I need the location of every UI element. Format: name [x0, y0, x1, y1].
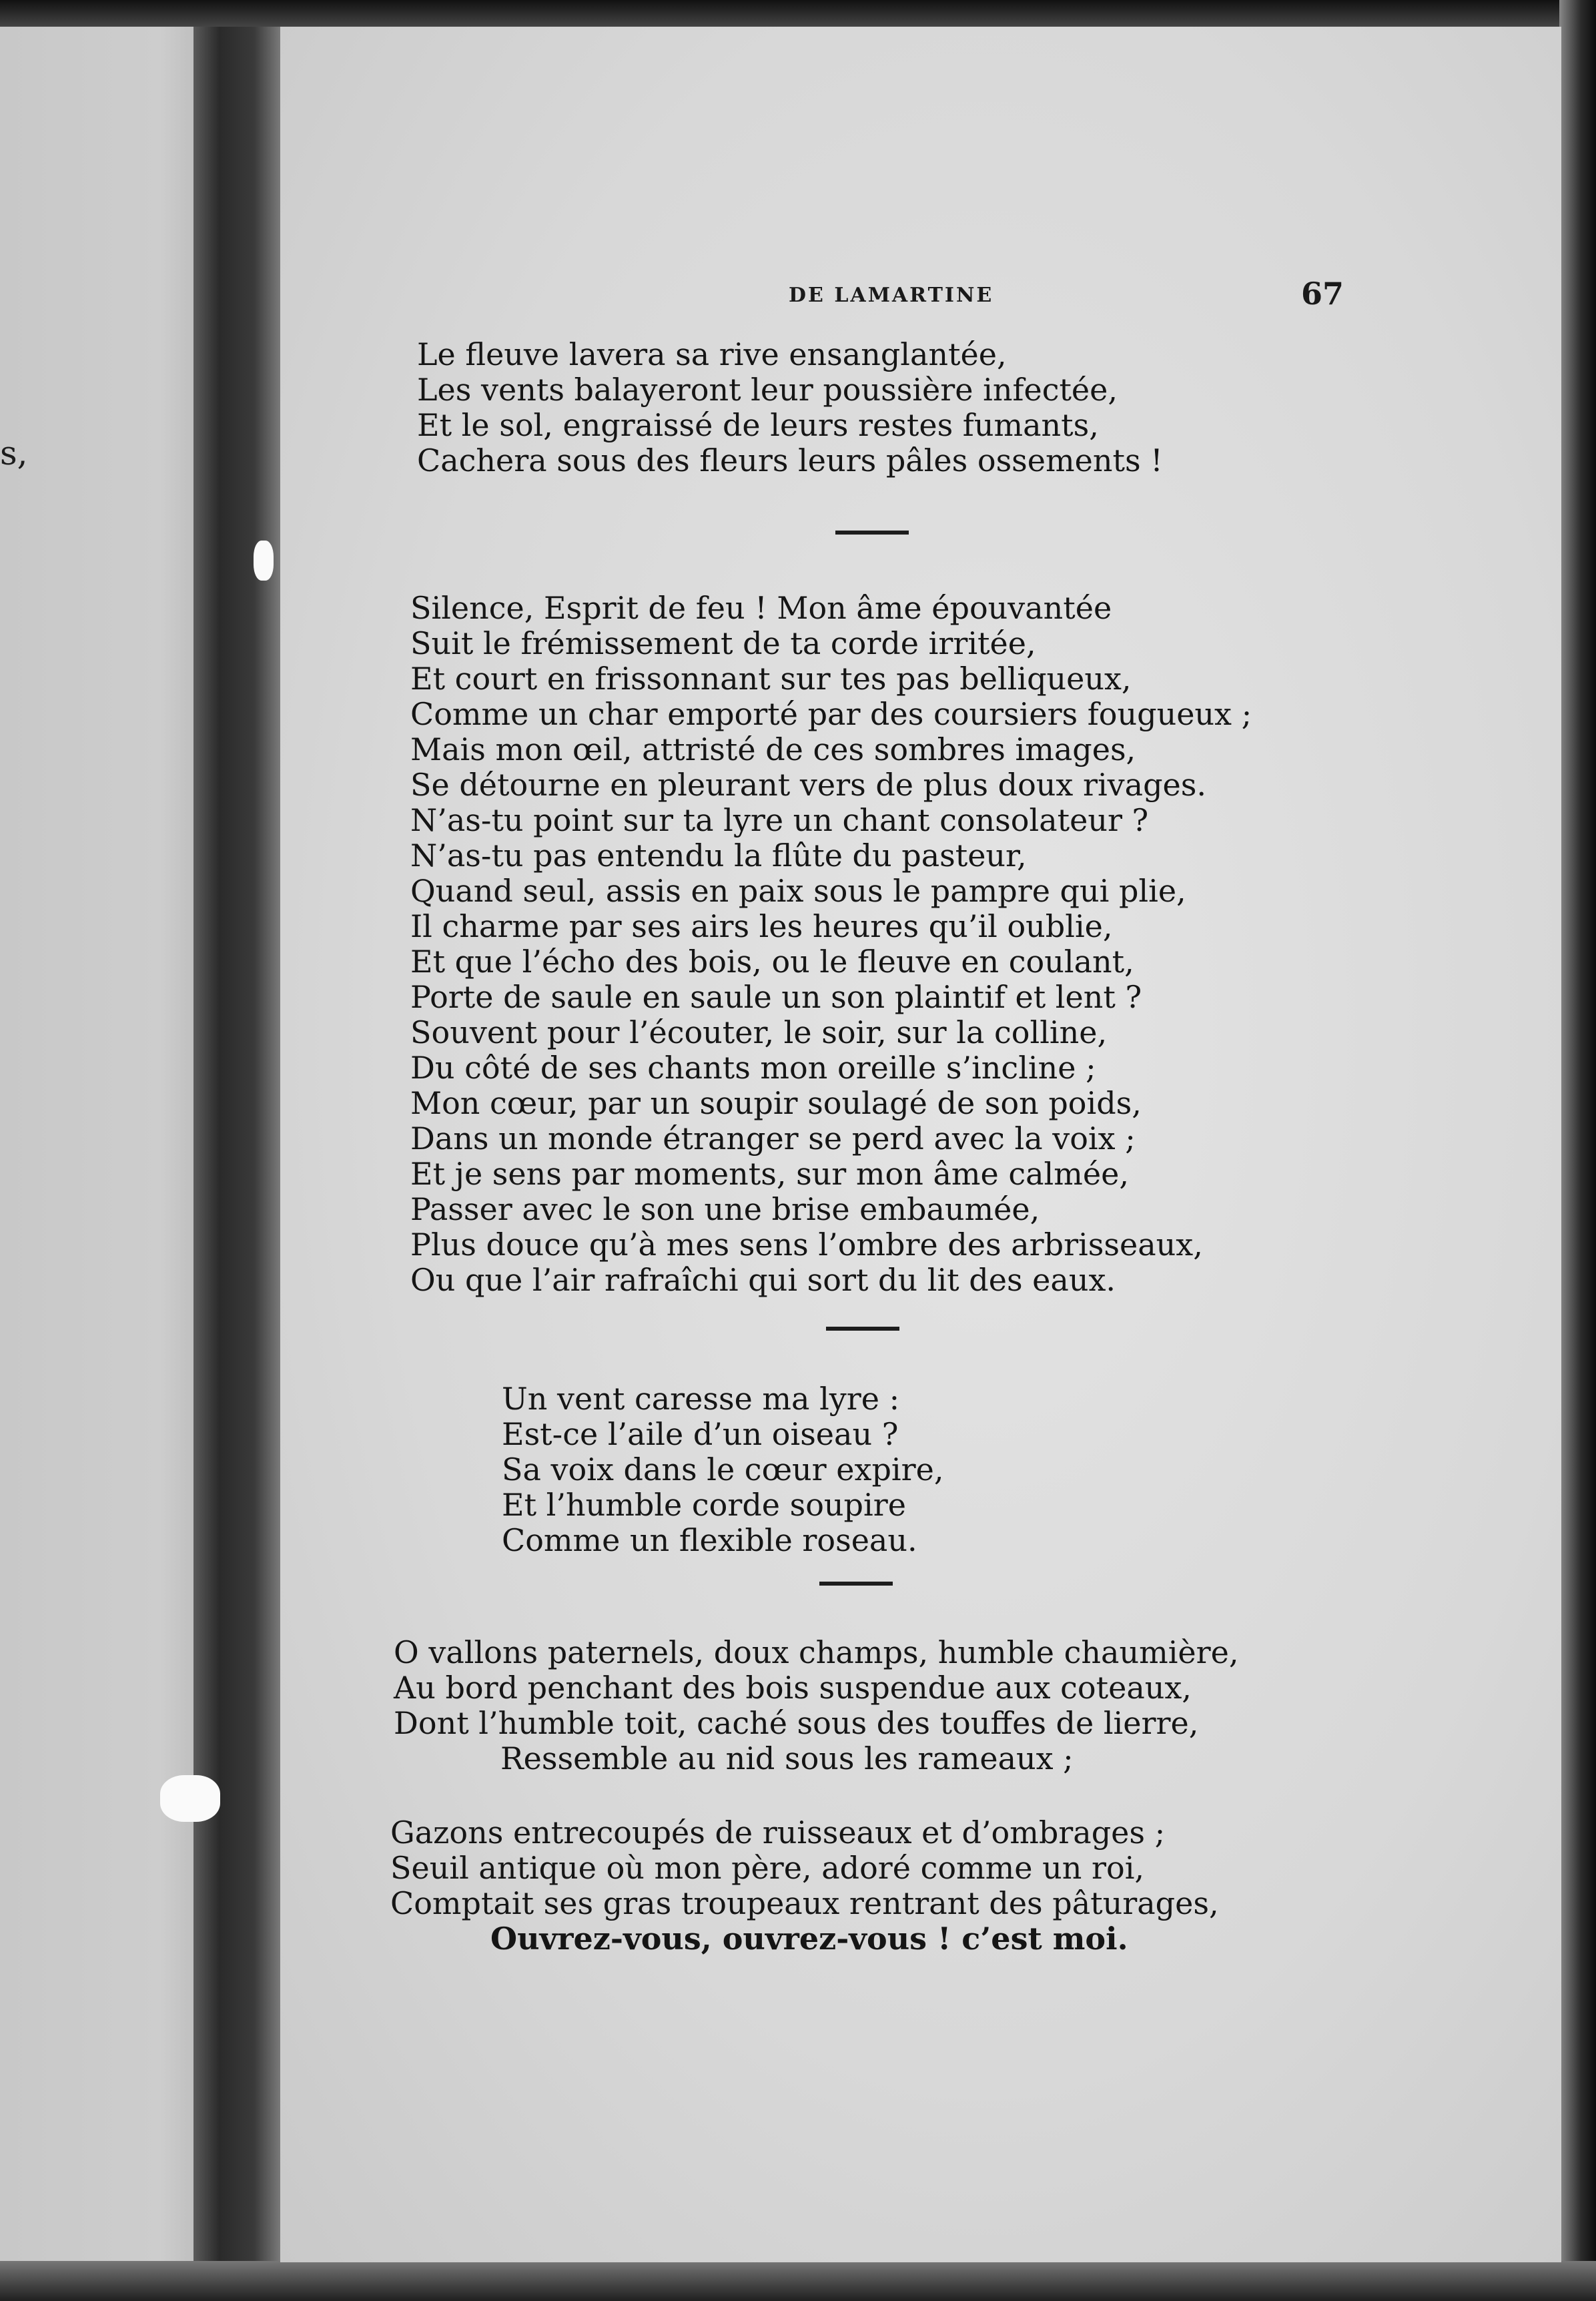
verse-line: Ouvrez-vous, ouvrez-vous ! c’est moi.	[490, 1921, 1128, 1957]
verse-line: Dont l’humble toit, caché sous des touffes de lierre,	[394, 1705, 1199, 1741]
verse-line: Les vents balayeront leur poussière infectée,	[417, 372, 1118, 408]
verse-line: Gazons entrecoupés de ruisseaux et d’ombrages ;	[390, 1815, 1166, 1851]
section-rule	[835, 531, 909, 535]
verse-line: Et que l’écho des bois, ou le fleuve en coulant,	[410, 944, 1134, 980]
verse-line: Souvent pour l’écouter, le soir, sur la colline,	[410, 1014, 1108, 1050]
scan-top-edge	[0, 0, 1596, 27]
running-title: DE LAMARTINE	[789, 284, 994, 307]
verse-line: Comptait ses gras troupeaux rentrant des pâturages,	[390, 1885, 1219, 1921]
verse-line: Un vent caresse ma lyre :	[502, 1381, 900, 1417]
scan-blemish	[160, 1775, 220, 1822]
verse-line: Silence, Esprit de feu ! Mon âme épouvantée	[410, 590, 1112, 626]
verse-line: Suit le frémissement de ta corde irritée,	[410, 625, 1036, 661]
verse-line: Au bord penchant des bois suspendue aux coteaux,	[394, 1670, 1192, 1706]
verse-line: Passer avec le son une brise embaumée,	[410, 1191, 1040, 1227]
section-rule	[826, 1327, 899, 1331]
verse-line: Mais mon œil, attristé de ces sombres images,	[410, 731, 1136, 767]
verse-line: Seuil antique où mon père, adoré comme un roi,	[390, 1850, 1145, 1886]
verse-line: Est-ce l’aile d’un oiseau ?	[502, 1416, 899, 1452]
verse-line: Dans un monde étranger se perd avec la voix ;	[410, 1120, 1136, 1157]
verse-line: O vallons paternels, doux champs, humble chaumière,	[394, 1634, 1239, 1670]
verse-line: Le fleuve lavera sa rive ensanglantée,	[417, 336, 1007, 372]
verse-line: Porte de saule en saule un son plaintif et lent ?	[410, 979, 1142, 1015]
stanza-3	[502, 1381, 943, 1558]
scan-bottom-edge	[0, 2261, 1596, 2301]
stanza-5	[390, 1815, 1219, 1957]
book-page	[280, 27, 1561, 2262]
verse-line: Se détourne en pleurant vers de plus doux rivages.	[410, 767, 1206, 803]
verse-line: Cachera sous des fleurs leurs pâles ossements !	[417, 442, 1163, 478]
verse-line: Comme un char emporté par des coursiers fougueux ;	[410, 696, 1252, 732]
stanza-1	[417, 337, 1163, 478]
verse-line: Plus douce qu’à mes sens l’ombre des arbrisseaux,	[410, 1227, 1203, 1263]
verse-line: Et je sens par moments, sur mon âme calmée,	[410, 1156, 1129, 1192]
verse-line: Il charme par ses airs les heures qu’il oublie,	[410, 908, 1113, 944]
scan-right-edge	[1559, 0, 1596, 2301]
verse-line: N’as-tu point sur ta lyre un chant consolateur ?	[410, 802, 1149, 838]
stanza-2	[410, 591, 1252, 1298]
verse-line: Et l’humble corde soupire	[502, 1487, 906, 1523]
verse-line: Ou que l’air rafraîchi qui sort du lit des eaux.	[410, 1262, 1116, 1298]
book-gutter-shadow	[193, 20, 280, 2289]
stanza-4	[394, 1635, 1238, 1776]
page-number: 67	[1301, 276, 1344, 312]
scan-blemish	[254, 541, 274, 581]
verse-line: Et court en frissonnant sur tes pas belliqueux,	[410, 661, 1132, 697]
verse-line: Comme un flexible roseau.	[502, 1522, 917, 1558]
facing-page-text-fragment: s,	[0, 434, 28, 472]
verse-line: Ressemble au nid sous les rameaux ;	[500, 1740, 1074, 1776]
verse-line: Du côté de ses chants mon oreille s’incline ;	[410, 1050, 1096, 1086]
verse-line: Sa voix dans le cœur expire,	[502, 1451, 944, 1488]
verse-line: Mon cœur, par un soupir soulagé de son poids,	[410, 1085, 1142, 1121]
section-rule	[819, 1582, 893, 1586]
verse-line: Quand seul, assis en paix sous le pampre qui plie,	[410, 873, 1186, 909]
verse-line: N’as-tu pas entendu la flûte du pasteur,	[410, 838, 1027, 874]
facing-page	[0, 0, 200, 2301]
verse-line: Et le sol, engraissé de leurs restes fumants,	[417, 407, 1099, 443]
